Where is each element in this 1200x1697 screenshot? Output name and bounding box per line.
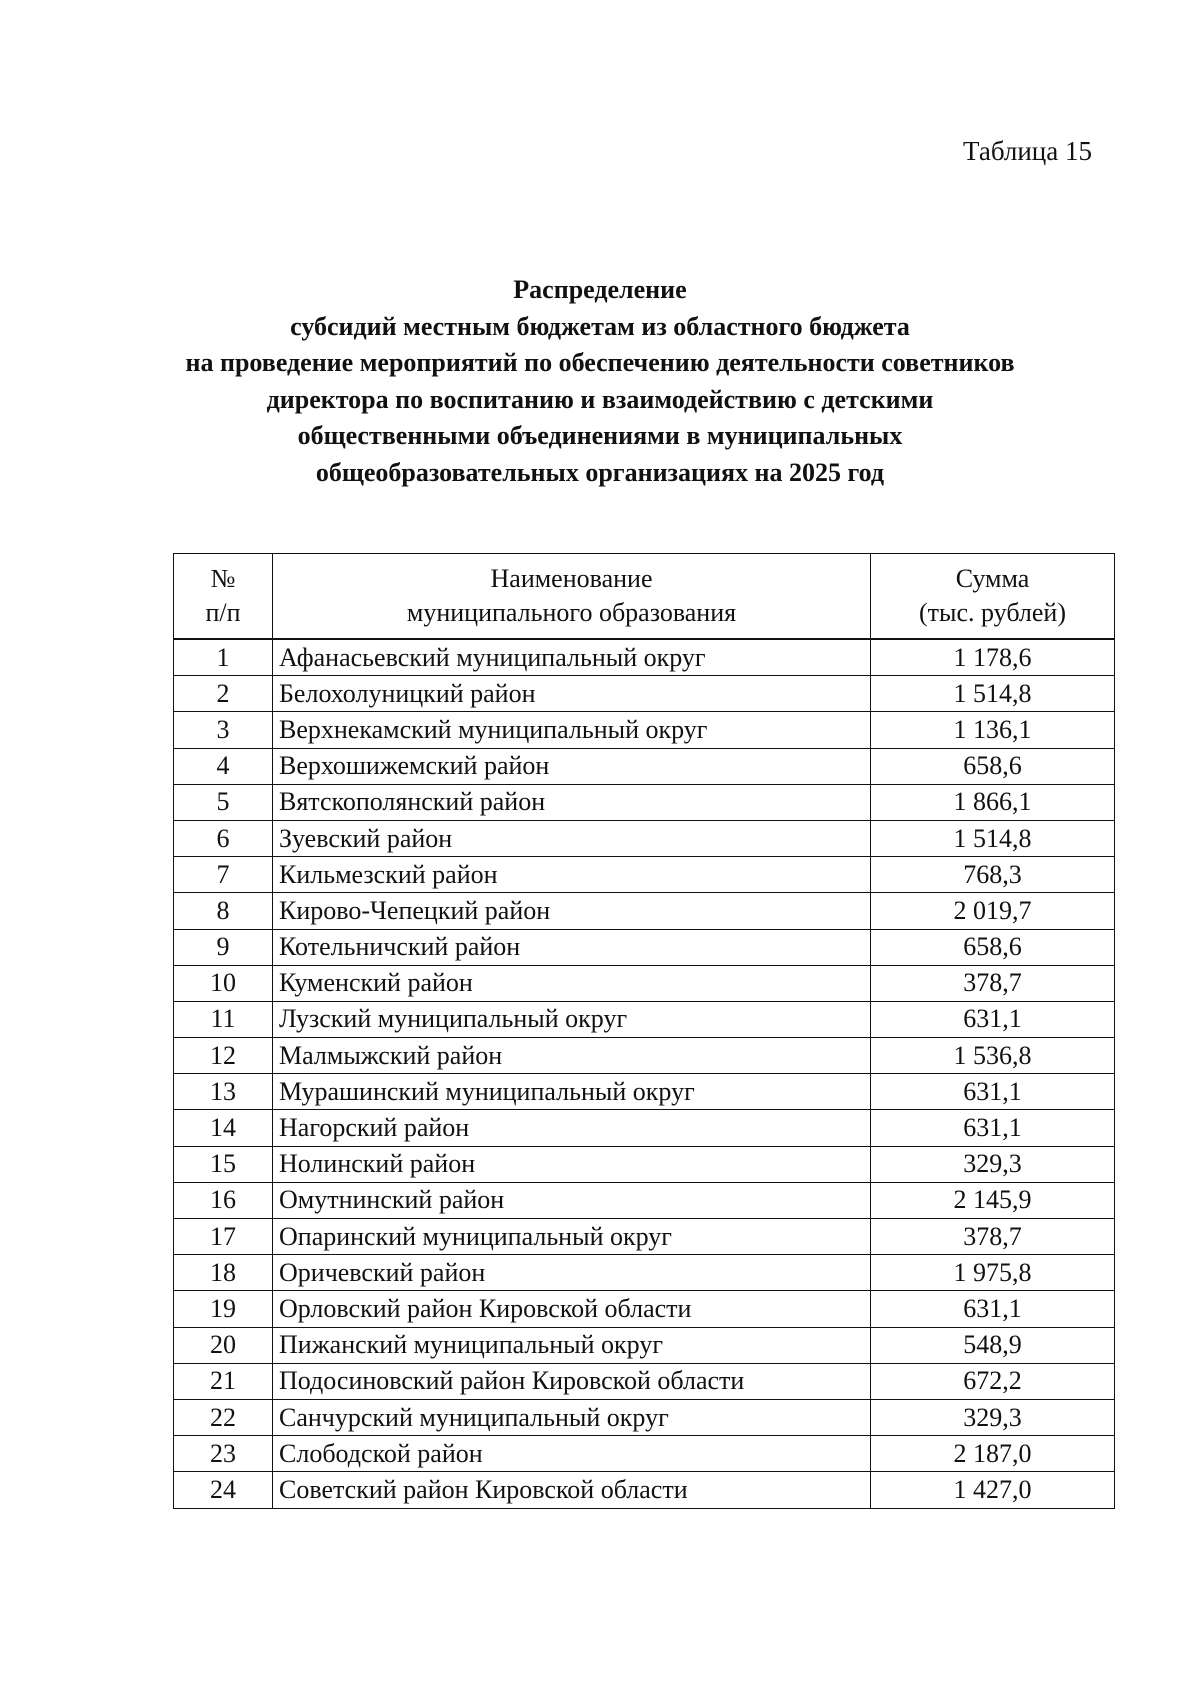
- table-row: [174, 965, 1115, 1001]
- subsidy-sum-cell: 329,3: [871, 1399, 1115, 1435]
- municipality-name-cell: Зуевский район: [273, 820, 871, 856]
- row-number-cell: 5: [174, 784, 273, 820]
- header-number-line-2: п/п: [205, 598, 241, 627]
- row-number-cell: 7: [174, 857, 273, 893]
- subsidy-sum-cell: 631,1: [871, 1110, 1115, 1146]
- municipality-name-cell: Куменский район: [273, 965, 871, 1001]
- subsidy-sum-cell: 768,3: [871, 857, 1115, 893]
- subsidy-sum-cell: 1 514,8: [871, 820, 1115, 856]
- table-row: [174, 893, 1115, 929]
- subsidy-sum-cell: 631,1: [871, 1001, 1115, 1037]
- table-row: [174, 1327, 1115, 1363]
- table-number-label: Таблица 15: [963, 136, 1092, 166]
- municipality-name-cell: Нолинский район: [273, 1146, 871, 1182]
- row-number-cell: 20: [174, 1327, 273, 1363]
- row-number-cell: 24: [174, 1472, 273, 1508]
- subsidy-sum-cell: 658,6: [871, 929, 1115, 965]
- municipality-name-cell: Нагорский район: [273, 1110, 871, 1146]
- municipality-name-cell: Лузский муниципальный округ: [273, 1001, 871, 1037]
- municipality-name-cell: Верхнекамский муниципальный округ: [273, 712, 871, 748]
- table-row: [174, 676, 1115, 712]
- subsidy-sum-cell: 2 019,7: [871, 893, 1115, 929]
- municipality-name-cell: Подосиновский район Кировской области: [273, 1363, 871, 1399]
- row-number-cell: 3: [174, 712, 273, 748]
- header-number-line-1: №: [210, 564, 236, 593]
- subsidy-sum-cell: 2 145,9: [871, 1182, 1115, 1218]
- table-row: [174, 1001, 1115, 1037]
- header-row: [174, 554, 1115, 640]
- row-number-cell: 23: [174, 1436, 273, 1472]
- title-line-6: общеобразовательных организациях на 2025 год: [315, 457, 885, 487]
- table-row: [174, 1363, 1115, 1399]
- subsidy-sum-cell: 1 514,8: [871, 676, 1115, 712]
- row-number-cell: 10: [174, 965, 273, 1001]
- row-number-cell: 14: [174, 1110, 273, 1146]
- municipality-name-cell: Котельничский район: [273, 929, 871, 965]
- row-number-cell: 19: [174, 1291, 273, 1327]
- subsidy-sum-cell: 2 187,0: [871, 1436, 1115, 1472]
- title-line-4: директора по воспитанию и взаимодействию с детскими: [266, 384, 934, 414]
- header-sum: [871, 554, 1115, 640]
- header-number: [174, 554, 273, 640]
- municipality-name-cell: Санчурский муниципальный округ: [273, 1399, 871, 1435]
- subsidy-sum-cell: 1 178,6: [871, 639, 1115, 676]
- municipality-name-cell: Опаринский муниципальный округ: [273, 1219, 871, 1255]
- table-row: [174, 929, 1115, 965]
- municipality-name-cell: Слободской район: [273, 1436, 871, 1472]
- table-header: [174, 554, 1115, 640]
- subsidy-sum-cell: 631,1: [871, 1074, 1115, 1110]
- row-number-cell: 15: [174, 1146, 273, 1182]
- title-line-3: на проведение мероприятий по обеспечению деятельности советников: [185, 348, 1015, 377]
- table-row: [174, 748, 1115, 784]
- subsidy-sum-cell: 378,7: [871, 965, 1115, 1001]
- municipality-name-cell: Советский район Кировской области: [273, 1472, 871, 1508]
- subsidy-sum-cell: 1 427,0: [871, 1472, 1115, 1508]
- subsidy-sum-cell: 672,2: [871, 1363, 1115, 1399]
- table-row: [174, 1110, 1115, 1146]
- row-number-cell: 11: [174, 1001, 273, 1037]
- table-row: [174, 820, 1115, 856]
- table-row: [174, 1291, 1115, 1327]
- row-number-cell: 17: [174, 1219, 273, 1255]
- table-row: [174, 1472, 1115, 1508]
- table-row: [174, 1255, 1115, 1291]
- header-name: [273, 554, 871, 640]
- row-number-cell: 6: [174, 820, 273, 856]
- municipality-name-cell: Мурашинский муниципальный округ: [273, 1074, 871, 1110]
- row-number-cell: 21: [174, 1363, 273, 1399]
- subsidy-sum-cell: 329,3: [871, 1146, 1115, 1182]
- row-number-cell: 9: [174, 929, 273, 965]
- row-number-cell: 22: [174, 1399, 273, 1435]
- table-row: [174, 1436, 1115, 1472]
- document-title: [0, 272, 1200, 491]
- row-number-cell: 2: [174, 676, 273, 712]
- table-row: [174, 784, 1115, 820]
- table-row: [174, 1219, 1115, 1255]
- subsidy-sum-cell: 548,9: [871, 1327, 1115, 1363]
- municipality-name-cell: Пижанский муниципальный округ: [273, 1327, 871, 1363]
- table-row: [174, 712, 1115, 748]
- title-line-1: Распределение: [513, 275, 687, 304]
- subsidy-sum-cell: 658,6: [871, 748, 1115, 784]
- table-row: [174, 1182, 1115, 1218]
- municipality-name-cell: Вятскополянский район: [273, 784, 871, 820]
- table-row: [174, 857, 1115, 893]
- table-row: [174, 1074, 1115, 1110]
- subsidy-sum-cell: 1 975,8: [871, 1255, 1115, 1291]
- municipality-name-cell: Малмыжский район: [273, 1038, 871, 1074]
- table-row: [174, 1038, 1115, 1074]
- title-line-5: общественными объединениями в муниципальных: [297, 421, 903, 450]
- table-row: [174, 1146, 1115, 1182]
- subsidy-sum-cell: 631,1: [871, 1291, 1115, 1327]
- row-number-cell: 18: [174, 1255, 273, 1291]
- subsidy-sum-cell: 1 536,8: [871, 1038, 1115, 1074]
- municipality-name-cell: Омутнинский район: [273, 1182, 871, 1218]
- municipality-name-cell: Орловский район Кировской области: [273, 1291, 871, 1327]
- municipality-name-cell: Верхошижемский район: [273, 748, 871, 784]
- row-number-cell: 12: [174, 1038, 273, 1074]
- subsidy-distribution-table: [173, 553, 1115, 1509]
- municipality-name-cell: Кирово-Чепецкий район: [273, 893, 871, 929]
- municipality-name-cell: Кильмезский район: [273, 857, 871, 893]
- row-number-cell: 1: [174, 639, 273, 676]
- header-name-line-2: муниципального образования: [406, 598, 737, 627]
- header-sum-line-1: Сумма: [955, 564, 1030, 593]
- header-sum-line-2: (тыс. рублей): [918, 598, 1066, 627]
- row-number-cell: 13: [174, 1074, 273, 1110]
- table-row: [174, 1399, 1115, 1435]
- table-row: [174, 639, 1115, 676]
- header-name-line-1: Наименование: [490, 564, 653, 593]
- title-line-2: субсидий местным бюджетам из областного бюджета: [290, 311, 910, 341]
- table-body: [174, 639, 1115, 1508]
- municipality-name-cell: Белохолуницкий район: [273, 676, 871, 712]
- row-number-cell: 4: [174, 748, 273, 784]
- municipality-name-cell: Оричевский район: [273, 1255, 871, 1291]
- row-number-cell: 8: [174, 893, 273, 929]
- subsidy-sum-cell: 1 136,1: [871, 712, 1115, 748]
- subsidy-sum-cell: 1 866,1: [871, 784, 1115, 820]
- municipality-name-cell: Афанасьевский муниципальный округ: [273, 639, 871, 676]
- row-number-cell: 16: [174, 1182, 273, 1218]
- subsidy-sum-cell: 378,7: [871, 1219, 1115, 1255]
